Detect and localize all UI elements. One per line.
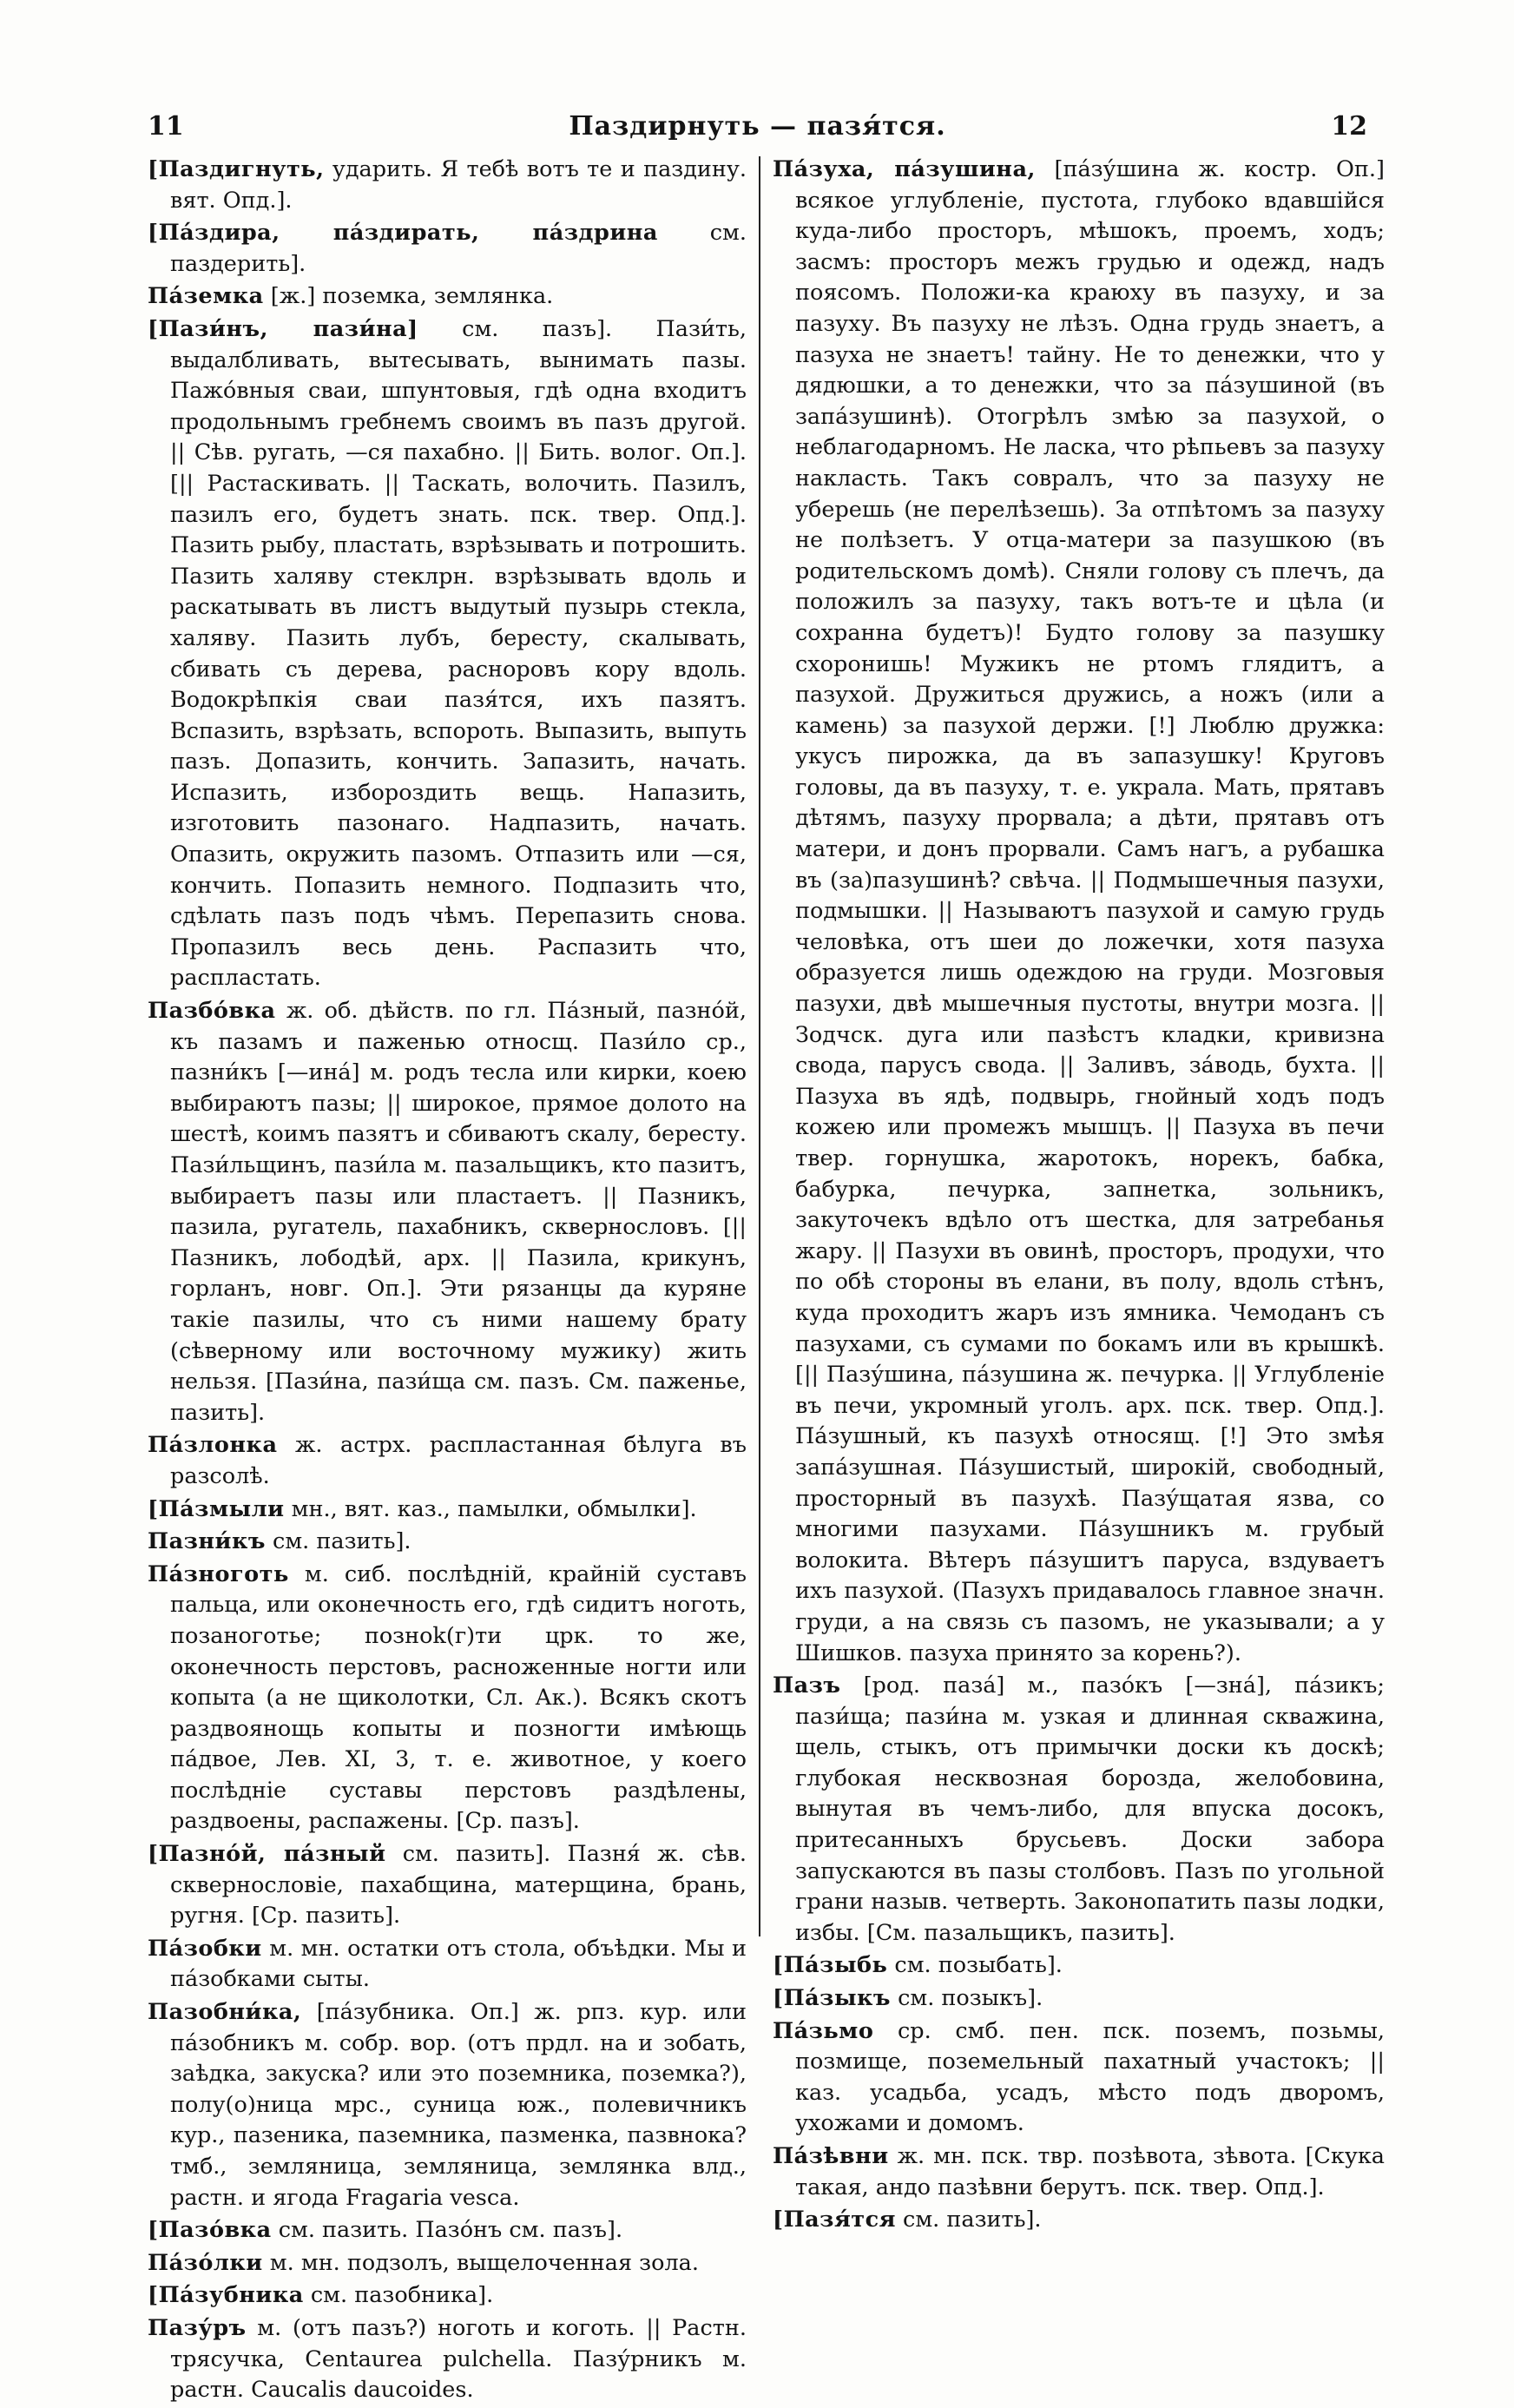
left-column	[148, 155, 747, 2408]
column-divider	[759, 156, 760, 1936]
entry-headword: [Пази́нъ, пази́на]	[148, 315, 418, 342]
entry-text: см. пазить].	[895, 2207, 1042, 2233]
dictionary-entry	[148, 996, 747, 1428]
dictionary-entry	[148, 1430, 747, 1492]
page-header	[148, 111, 1367, 146]
right-column	[773, 155, 1385, 2238]
entry-headword: Пазобни́ка,	[148, 1999, 302, 2026]
dictionary-entry	[773, 1950, 1385, 1982]
dictionary-entry	[148, 1839, 747, 1932]
entry-headword: Па́зѣвни	[773, 2143, 889, 2169]
entry-text: [род. паза́] м., пазо́къ [—зна́], па́зикъ; пази́ща; пази́на м. узкая и длинная скважина, щель, стыкъ, отъ примычки доски къ доскѣ; глубокая несквозная борозда, желобовина, вынутая въ чемъ-либо, для впуска досокъ, притесанныхъ брусьевъ. Доски забора запускаются въ пазы столбовъ. Пазъ по угольной грани назыв. четверть. Законопатить пазы лодки, избы. [См. пазальщикъ, пазить].	[795, 1672, 1385, 1946]
entry-text: см. позыбать].	[887, 1952, 1063, 1979]
entry-headword: [Паздигнуть,	[148, 156, 325, 182]
entry-headword: Пазбо́вка	[148, 998, 276, 1025]
entry-text: м. (отъ пазъ?) ноготь и коготь. || Растн. трясучка, Centaurea pulchella. Пазу́рникъ м. растн. Caucalis daucoides.	[170, 2314, 747, 2404]
entry-headword: [Пазно́й, па́зный	[148, 1841, 386, 1868]
entry-headword: [Па́зубника	[148, 2282, 304, 2309]
entry-headword: Па́злонка	[148, 1432, 278, 1459]
dictionary-entry	[773, 1983, 1385, 2015]
dictionary-entry	[148, 1997, 747, 2213]
entry-text: ж. астрх. распластанная бѣлуга въ разсолѣ.	[170, 1432, 747, 1489]
dictionary-entry	[148, 314, 747, 994]
dictionary-entry	[773, 2141, 1385, 2203]
page-number-right: 12	[1331, 111, 1367, 142]
dictionary-entry	[148, 218, 747, 280]
dictionary-entry	[773, 155, 1385, 1669]
dictionary-entry	[148, 2248, 747, 2279]
entry-text: см. пазить. Пазо́нъ см. пазъ].	[271, 2217, 623, 2244]
entry-text: ж. об. дѣйств. по гл. Па́зный, пазно́й, къ пазамъ и паженью относщ. Пази́ло ср., пазни́къ [—ина́] м. родъ тесла или кирки, коею выбираютъ пазы; || широкое, прямое долото на шестѣ, коимъ пазятъ и сбиваютъ скалу, бересту. Пази́льщинъ, пази́ла м. пазальщикъ, кто пазитъ, выбираетъ пазы или пластаетъ. || Пазникъ, пазила, ругатель, пахабникъ, сквернословъ. [|| Пазникъ, лободѣй, арх. || Пазила, крикунъ, горланъ, новг. Оп.]. Эти рязанцы да куряне такіе пазилы, что съ ними нашему брату (сѣверному или восточному мужику) жить нельзя. [Пази́на, пази́ща см. пазъ. См. паженье, пазить].	[170, 998, 747, 1426]
dictionary-entry	[148, 1527, 747, 1558]
entry-headword: [Па́зыбь	[773, 1952, 888, 1979]
entry-headword: [Пазя́тся	[773, 2207, 896, 2233]
running-title: Паздирнуть — пазя́тся.	[569, 111, 946, 142]
entry-headword: Па́зноготь	[148, 1560, 289, 1587]
dictionary-entry	[773, 2016, 1385, 2140]
entry-headword: [Па́зыкъ	[773, 1985, 891, 2012]
entry-text: [па́зу́шина ж. костр. Оп.] всякое углубленіе, пустота, глубоко вдавшійся куда-либо просторъ, мѣшокъ, проемъ, ходъ; засмъ: просторъ межъ грудью и одежд, надъ поясомъ. Положи-ка краюху въ пазуху, и за пазуху. Въ пазуху не лѣзъ. Одна грудь знаетъ, а пазуха не знаетъ! тайну. Не то денежки, что у дядюшки, а то денежки, что за па́зушиной (въ запáзушинѣ). Отогрѣлъ змѣю за пазухой, о неблагодарномъ. Не ласка, что рѣпьевъ за пазуху накласть. Такъ совралъ, что за пазуху не уберешь (не перелѣзешь). За отпѣтомъ за пазуху не полѣзетъ. У отца-матери за пазушкою (въ родительскомъ домѣ). Сняли голову съ плечъ, да положилъ за пазуху, такъ вотъ-те и цѣла (и сохранна будетъ)! Будто голову за пазушку схоронишь! Мужикъ не ртомъ глядитъ, а пазухой. Дружиться дружись, а ножъ (или а камень) за пазухой держи. [!] Люблю дружка: укусъ пирожка, да въ запазушку! Круговъ головы, да въ пазуху, т. е. украла. Мать, прятавъ дѣтямъ, пазуху прорвала; а дѣти, прятавъ отъ матери, и донъ прорвали. Самъ нагъ, а рубашка въ (за)пазушинѣ? свѣча. || Подмышечныя пазухи, подмышки. || Называютъ пазухой и самую грудь человѣка, отъ шеи до ложечки, хотя пазуха образуется лишь одеждою на груди. Мозговыя пазухи, двѣ мышечныя пустоты, внутри мозга. || Зодчск. дуга или пазѣстъ кладки, кривизна свода, парусъ свода. || Заливъ, за́водь, бухта. || Пазуха въ ядѣ, подвырь, гнойный ходъ подъ кожею или промежъ мышцъ. || Пазуха въ печи твер. горнушка, жаротокъ, норекъ, бабка, бабурка, печурка, запнетка, зольникъ, закуточекъ вдѣло отъ шестка, для затребанья жару. || Пазухи въ овинѣ, просторъ, продухи, что по обѣ стороны въ елани, въ полу, вдоль стѣнъ, куда проходитъ жаръ изъ ямника. Чемоданъ съ пазухами, съ сумами по бокамъ или въ крышкѣ. [|| Пазу́шина, па́зушина ж. печурка. || Углубленіе въ печи, укромный уголъ. арх. пск. твер. Опд.]. Па́зушный, къ пазухѣ относящ. [!] Это змѣя запáзушная. Па́зушистый, широкій, свободный, просторный въ пазухѣ. Пазу́щатая язва, со многими пазухами. Па́зушникъ м. грубый волокита. Вѣтеръ па́зушитъ паруса, вздуваетъ ихъ пазухой. (Пазухъ придавалось главное значн. груди, а на связь съ пазомъ, не указывали; а у Шишков. пазуха принято за корень?).	[795, 156, 1385, 1666]
entry-text: см. пазить].	[265, 1528, 411, 1555]
dictionary-entry	[148, 2313, 747, 2406]
entry-text: см. паздерить].	[170, 220, 747, 277]
page-number-left: 11	[148, 111, 184, 142]
dictionary-entry	[148, 1560, 747, 1837]
entry-text: [ж.] поземка, землянка.	[263, 283, 554, 310]
dictionary-entry	[148, 2215, 747, 2246]
entry-text: ударить. Я тебѣ вотъ те и паздину. вят. Опд.].	[170, 156, 747, 214]
entry-headword: [Па́здира, па́здирать, па́здрина	[148, 220, 658, 247]
entry-text: см. пазить]. Пазня́ ж. сѣв. сквернословіе, пахабщина, матерщина, брань, ругня. [Ср. пазить].	[170, 1841, 747, 1930]
dictionary-entry	[148, 281, 747, 313]
dictionary-entry	[148, 155, 747, 216]
dictionary-entry	[773, 2205, 1385, 2236]
dictionary-entry	[148, 2280, 747, 2312]
entry-headword: Пазъ	[773, 1672, 841, 1699]
entry-text: см. позыкъ].	[890, 1985, 1043, 2012]
entry-text: мн., вят. каз., памылки, обмылки].	[284, 1495, 697, 1522]
entry-headword: Па́зобки	[148, 1935, 262, 1962]
entry-headword: Па́зьмо	[773, 2017, 874, 2044]
entry-text: ж. мн. пск. твр. позѣвота, зѣвота. [Скука такая, андо пазѣвни берутъ. пск. твер. Опд.].	[795, 2143, 1385, 2200]
entry-text: м. мн. остатки отъ стола, объѣдки. Мы и пáзобками сыты.	[170, 1935, 747, 1993]
entry-headword: Пазу́ръ	[148, 2314, 247, 2341]
entry-headword: [Па́змыли	[148, 1495, 285, 1522]
entry-text: м. мн. подзолъ, выщелоченная зола.	[262, 2249, 699, 2276]
entry-text: см. пазобника].	[303, 2282, 494, 2309]
entry-headword: Па́зуха, па́зушина,	[773, 156, 1036, 182]
dictionary-entry	[773, 1671, 1385, 1949]
entry-text: ср. смб. пен. пск. поземъ, позьмы, позмище, поземельный пахатный участокъ; || каз. усадьба, усадъ, мѣсто подъ дворомъ, ухожами и домомъ.	[795, 2017, 1385, 2137]
entry-text: см. пазъ]. Пази́ть, выдалбливать, вытесывать, вынимать пазы. Пажо́вныя сваи, шпунтовыя, гдѣ одна входитъ продольнымъ гребнемъ своимъ въ пазъ другой. || Сѣв. ругать, —ся пахабно. || Бить. волог. Оп.]. [|| Растаскивать. || Таскать, волочить. Пазилъ, пазилъ его, будетъ знать. пск. твер. Опд.]. Пазить рыбу, пластать, взрѣзывать и потрошить. Пазить халяву стеклрн. взрѣзывать вдоль и раскатывать въ листъ выдутый пузырь стекла, халяву. Пазить лубъ, бересту, скалывать, сбивать съ дерева, расноровъ кору вдоль. Водокрѣпкія сваи пазя́тся, ихъ пазятъ. Вспазить, взрѣзать, вспороть. Выпазить, выпуть пазъ. Допазить, кончить. Запазить, начать. Испазить, избороздить вещь. Напазить, изготовить пазонаго. Надпазить, начать. Опазить, окружить пазомъ. Отпазить или —ся, кончить. Попазить немного. Подпазить что, сдѣлать пазъ подъ чѣмъ. Перепазить снова. Пропазилъ весь день. Распазить что, распластать.	[170, 315, 747, 992]
entry-headword: [Пазо́вка	[148, 2217, 272, 2244]
entry-headword: Па́зо́лки	[148, 2249, 263, 2276]
entry-headword: Па́земка	[148, 283, 264, 310]
dictionary-entry	[148, 1934, 747, 1996]
entry-text: [па́зубника. Оп.] ж. рпз. кур. или па́зобникъ м. собр. вор. (отъ прдл. на и зобать, заѣдка, закуска? или это поземника, поземка?), полу(о)ница мрс., суница юж., полевичникъ кур., пазеника, паземника, пазменка, пазвнока? тмб., земляница, земляница, землянка влд., растн. и ягода Fragaria vesca.	[170, 1999, 747, 2211]
entry-headword: Пазни́къ	[148, 1528, 266, 1555]
entry-text: м. сиб. послѣдній, крайній суставъ пальца, или оконечность его, гдѣ сидитъ ноготь, позаноготье; позноk(г)ти црк. то же, оконечность перстовъ, расноженные ногти или копыта (а не щиколотки, Сл. Ак.). Всякъ скотъ раздвоянощь копыты и позногти имѣющь пáдвое, Лев. XI, 3, т. е. животное, у коего послѣдніе суставы перстовъ раздѣлены, раздвоены, распажены. [Ср. пазъ].	[170, 1560, 747, 1835]
dictionary-entry	[148, 1494, 747, 1526]
